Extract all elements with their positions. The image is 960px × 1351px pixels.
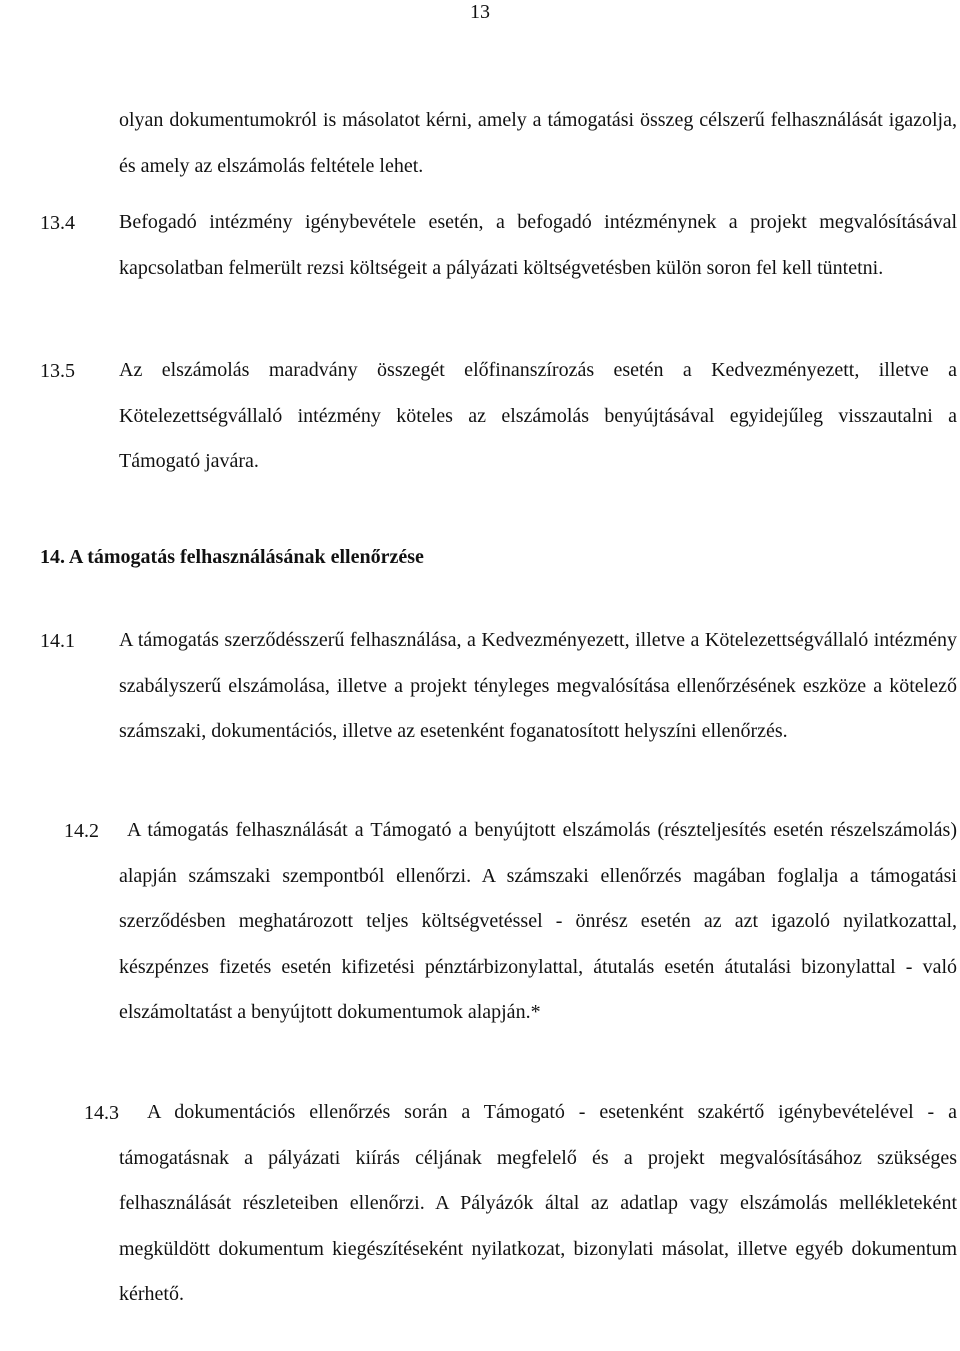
paragraph-text: A támogatás felhasználását a Támogató a benyújtott elszámolás (részteljesítés esetén részelszámolás) alapján számszaki szempontból ellenőrzi. A számszaki ellenőrzés magában foglalja a támogatási szerződésben meghatározott teljes költségvetéssel - önrész esetén az azt igazoló nyilatkozattal, készpénzes fizetés esetén kifizetési pénztárbizonylattal, átutalás esetén átutalási bizonylattal - való elszámoltatást a benyújtott dokumentumok alapján.*	[119, 819, 957, 1023]
paragraph-14-2	[119, 808, 957, 1036]
paragraph-text: A dokumentációs ellenőrzés során a Támogató - esetenként szakértő igénybevételével - a támogatásnak a pályázati kiírás céljának megfelelő és a projekt megvalósításához szükséges felhasználását részleteiben ellenőrzi. A Pályázók által az adatlap vagy elszámolás mellékleteként megküldött dokumentum kiegészítéseként nyilatkozat, bizonylati másolat, illetve egyéb dokumentum kérhető.	[119, 1101, 957, 1305]
item-number-13-5: 13.5	[40, 360, 75, 382]
item-number-14-1: 14.1	[40, 630, 75, 652]
item-number-14-2: 14.2	[64, 820, 99, 842]
paragraph-text: Befogadó intézmény igénybevétele esetén, a befogadó intézménynek a projekt megvalósításával kapcsolatban felmerült rezsi költségeit a pályázati költségvetésben külön soron fel kell tüntetni.	[119, 211, 957, 279]
paragraph-13-5	[119, 348, 957, 485]
section-heading: 14. A támogatás felhasználásának ellenőrzése	[40, 546, 424, 568]
paragraph-13-4	[119, 200, 957, 291]
item-number-14-3: 14.3	[84, 1102, 119, 1124]
paragraph-text: Az elszámolás maradvány összegét előfinanszírozás esetén a Kedvezményezett, illetve a Kötelezettségvállaló intézmény köteles az elszámolás benyújtásával egyidejűleg visszautalni a Támogató javára.	[119, 359, 957, 472]
paragraph-14-1	[119, 618, 957, 755]
page-number: 13	[470, 1, 490, 23]
paragraph-text: olyan dokumentumokról is másolatot kérni, amely a támogatási összeg célszerű felhasználását igazolja, és amely az elszámolás feltétele lehet.	[119, 109, 957, 177]
paragraph-text: A támogatás szerződésszerű felhasználása, a Kedvezményezett, illetve a Kötelezettségvállaló intézmény szabályszerű elszámolása, illetve a projekt tényleges megvalósítása ellenőrzésének eszköze a kötelező számszaki, dokumentációs, illetve az esetenként foganatosított helyszíni ellenőrzés.	[119, 629, 957, 742]
item-number-13-4: 13.4	[40, 212, 75, 234]
paragraph-14-3	[119, 1090, 957, 1318]
paragraph-continuation	[119, 98, 957, 189]
